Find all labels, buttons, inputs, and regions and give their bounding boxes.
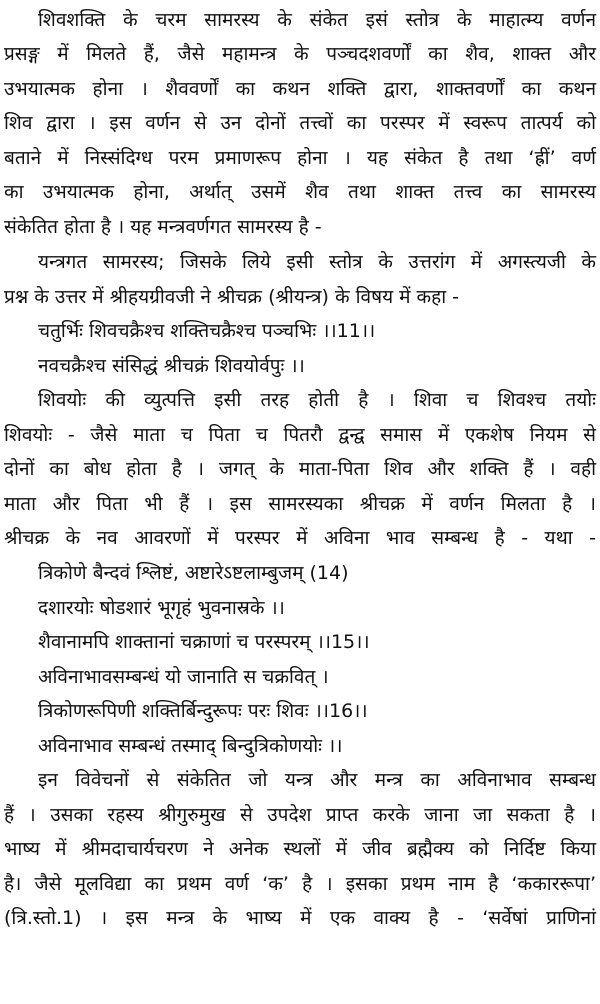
text-line: है। जैसे मूलविद्या का प्रथम वर्ण ‘क’ है । इसका प्रथम नाम है ‘ककाररूपा’: [4, 873, 596, 895]
text-line: बताने में निस्संदिग्ध परम प्रमाणरूप होना । यह संकेत है तथा ‘ह्रीं’ वर्ण: [4, 147, 596, 169]
verse-line: नवचक्रैश्च संसिद्धं श्रीचक्रं शिवयोर्वपुः ।।: [38, 355, 305, 377]
verse-line: अविनाभाव सम्बन्धं तस्माद् बिन्दुत्रिकोणयोः ।।: [38, 735, 343, 757]
verse-line: चतुर्भिः शिवचक्रैश्च शक्तिचक्रैश्च पञ्चभिः ।।11।।: [38, 320, 376, 342]
verse-line: त्रिकोणे बैन्दवं श्लिष्टं, अष्टारेऽष्टलाम्बुजम् (14): [38, 562, 349, 584]
text-line: शिवयोः की व्युत्पत्ति इसी तरह होती है । शिवा च शिवश्च तयोः: [38, 389, 596, 411]
text-line: माता और पिता भी हैं । इस सामरस्यका श्रीचक्र में वर्णन मिलता है ।: [4, 493, 596, 515]
text-line: संकेतित होता है । यह मन्त्रवर्णगत सामरस्य है -: [4, 216, 322, 238]
verse-line: अविनाभावसम्बन्धं यो जानाति स चक्रवित् ।: [38, 666, 329, 688]
text-line: प्रश्न के उत्तर में श्रीहयग्रीवजी ने श्रीचक्र (श्रीयन्त्र) के विषय में कहा -: [4, 286, 460, 308]
text-line: प्रसङ्ग में मिलते हैं, जैसे महामन्त्र के पञ्चदशवर्णों का शैव, शाक्त और: [4, 43, 596, 65]
verse-line: दशारयोः षोडशारं भूगृहं भुवनास्रके ।।: [38, 597, 285, 619]
text-line: (त्रि.स्तो.1) । इस मन्त्र के भाष्य में एक वाक्य है - ‘सर्वेषां प्राणिनां: [4, 907, 596, 929]
text-line: श्रीचक्र के नव आवरणों में परस्पर में अविना भाव सम्बन्ध है - यथा -: [4, 527, 596, 549]
text-line: शिवशक्ति के चरम सामरस्य के संकेत इसं स्तोत्र के माहात्म्य वर्णन: [38, 9, 596, 31]
verse-line: त्रिकोणरूपिणी शक्तिर्बिन्दुरूपः परः शिवः ।।16।।: [38, 700, 368, 722]
text-line: उभयात्मक होना । शैववर्णों का कथन शक्ति द्वारा, शाक्तवर्णों का कथन: [4, 78, 596, 100]
text-line: यन्त्रगत सामरस्य; जिसके लिये इसी स्तोत्र के उत्तरांग में अगस्त्यजी के: [38, 251, 596, 273]
text-line: का उभयात्मक होना, अर्थात् उसमें शैव तथा शाक्त तत्त्व का सामरस्य: [4, 181, 596, 203]
text-line: शिव द्वारा । इस वर्णन से उन दोनों तत्त्वों का परस्पर में स्वरूप तात्पर्य को: [4, 112, 596, 134]
text-line: भाष्य में श्रीमदाचार्यचरण ने अनेक स्थलों में जीव ब्रह्मैक्य को निर्दिष्ट किया: [4, 838, 596, 860]
text-line: शिवयोः - जैसे माता च पिता च पितरौ द्वन्द्व समास में एकशेष नियम से: [4, 424, 596, 446]
text-line: दोनों का बोध होता है । जगत् के माता-पिता शिव और शक्ति हैं । वही: [4, 458, 596, 480]
text-line: हैं । उसका रहस्य श्रीगुरुमुख से उपदेश प्राप्त करके जाना जा सकता है ।: [4, 804, 596, 826]
verse-line: शैवानामपि शाक्तानां चक्राणां च परस्परम् ।।15।।: [38, 631, 370, 653]
text-line: इन विवेचनों से संकेतित जो यन्त्र और मन्त्र का अविनाभाव सम्बन्ध: [38, 769, 596, 791]
